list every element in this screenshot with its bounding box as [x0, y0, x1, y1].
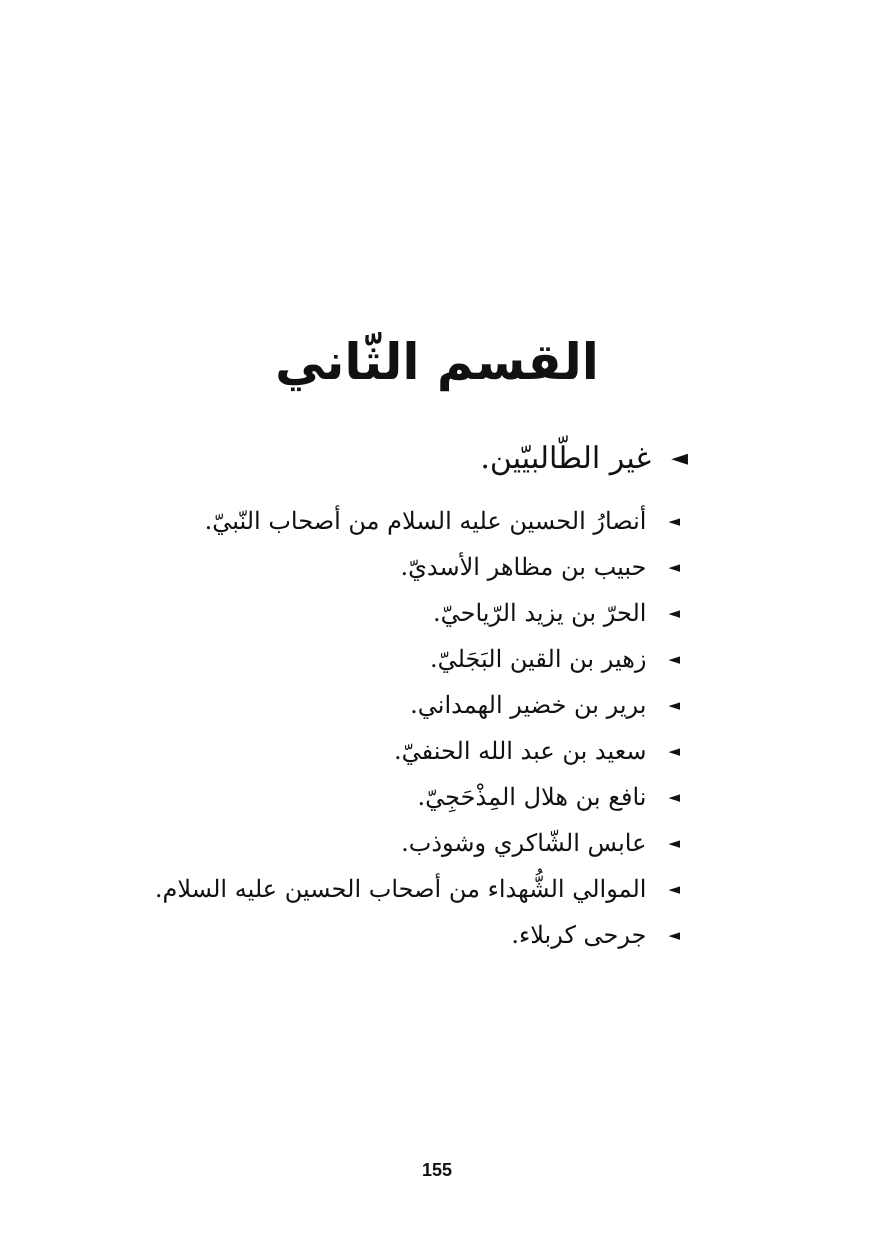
- topics-list: [155, 498, 680, 958]
- list-item: [155, 636, 680, 682]
- triangle-bullet-icon: ◄: [668, 511, 680, 530]
- page-number: 155: [421, 1160, 453, 1180]
- triangle-bullet-icon: ◄: [668, 879, 680, 898]
- list-item-text: سعيد بن عبد الله الحنفيّ.: [394, 737, 647, 765]
- list-item: [155, 590, 680, 636]
- list-item: [155, 820, 680, 866]
- triangle-bullet-icon: ◄: [668, 557, 680, 576]
- list-item: [155, 544, 680, 590]
- list-item-text: برير بن خضير الهمداني.: [410, 691, 647, 719]
- list-item-text: أنصارُ الحسين عليه السلام من أصحاب النّبيّ.: [204, 507, 647, 535]
- list-item: [155, 912, 680, 958]
- list-item-text: زهير بن القين البَجَليّ.: [429, 645, 647, 673]
- triangle-bullet-icon: ◄: [671, 446, 688, 471]
- list-item-text: حبيب بن مظاهر الأسديّ.: [400, 553, 647, 581]
- list-item-text: جرحى كربلاء.: [511, 921, 647, 949]
- triangle-bullet-icon: ◄: [668, 649, 680, 668]
- section-heading: [480, 436, 688, 482]
- triangle-bullet-icon: ◄: [668, 695, 680, 714]
- list-item-text: نافع بن هلال المِذْحَجِيّ.: [417, 783, 647, 811]
- section-title: القسم الثّاني: [275, 333, 599, 391]
- list-item: [155, 774, 680, 820]
- triangle-bullet-icon: ◄: [668, 925, 680, 944]
- list-item-text: الحرّ بن يزيد الرّياحيّ.: [433, 599, 647, 627]
- list-item: [155, 866, 680, 912]
- triangle-bullet-icon: ◄: [668, 787, 680, 806]
- list-item: [155, 728, 680, 774]
- list-item: [155, 682, 680, 728]
- triangle-bullet-icon: ◄: [668, 741, 680, 760]
- triangle-bullet-icon: ◄: [668, 833, 680, 852]
- section-heading-text: غير الطّالبيّين.: [480, 441, 652, 476]
- list-item-text: عابس الشّاكري وشوذب.: [401, 829, 647, 857]
- triangle-bullet-icon: ◄: [668, 603, 680, 622]
- list-item: [155, 498, 680, 544]
- list-item-text: الموالي الشُّهداء من أصحاب الحسين عليه السلام.: [154, 875, 647, 903]
